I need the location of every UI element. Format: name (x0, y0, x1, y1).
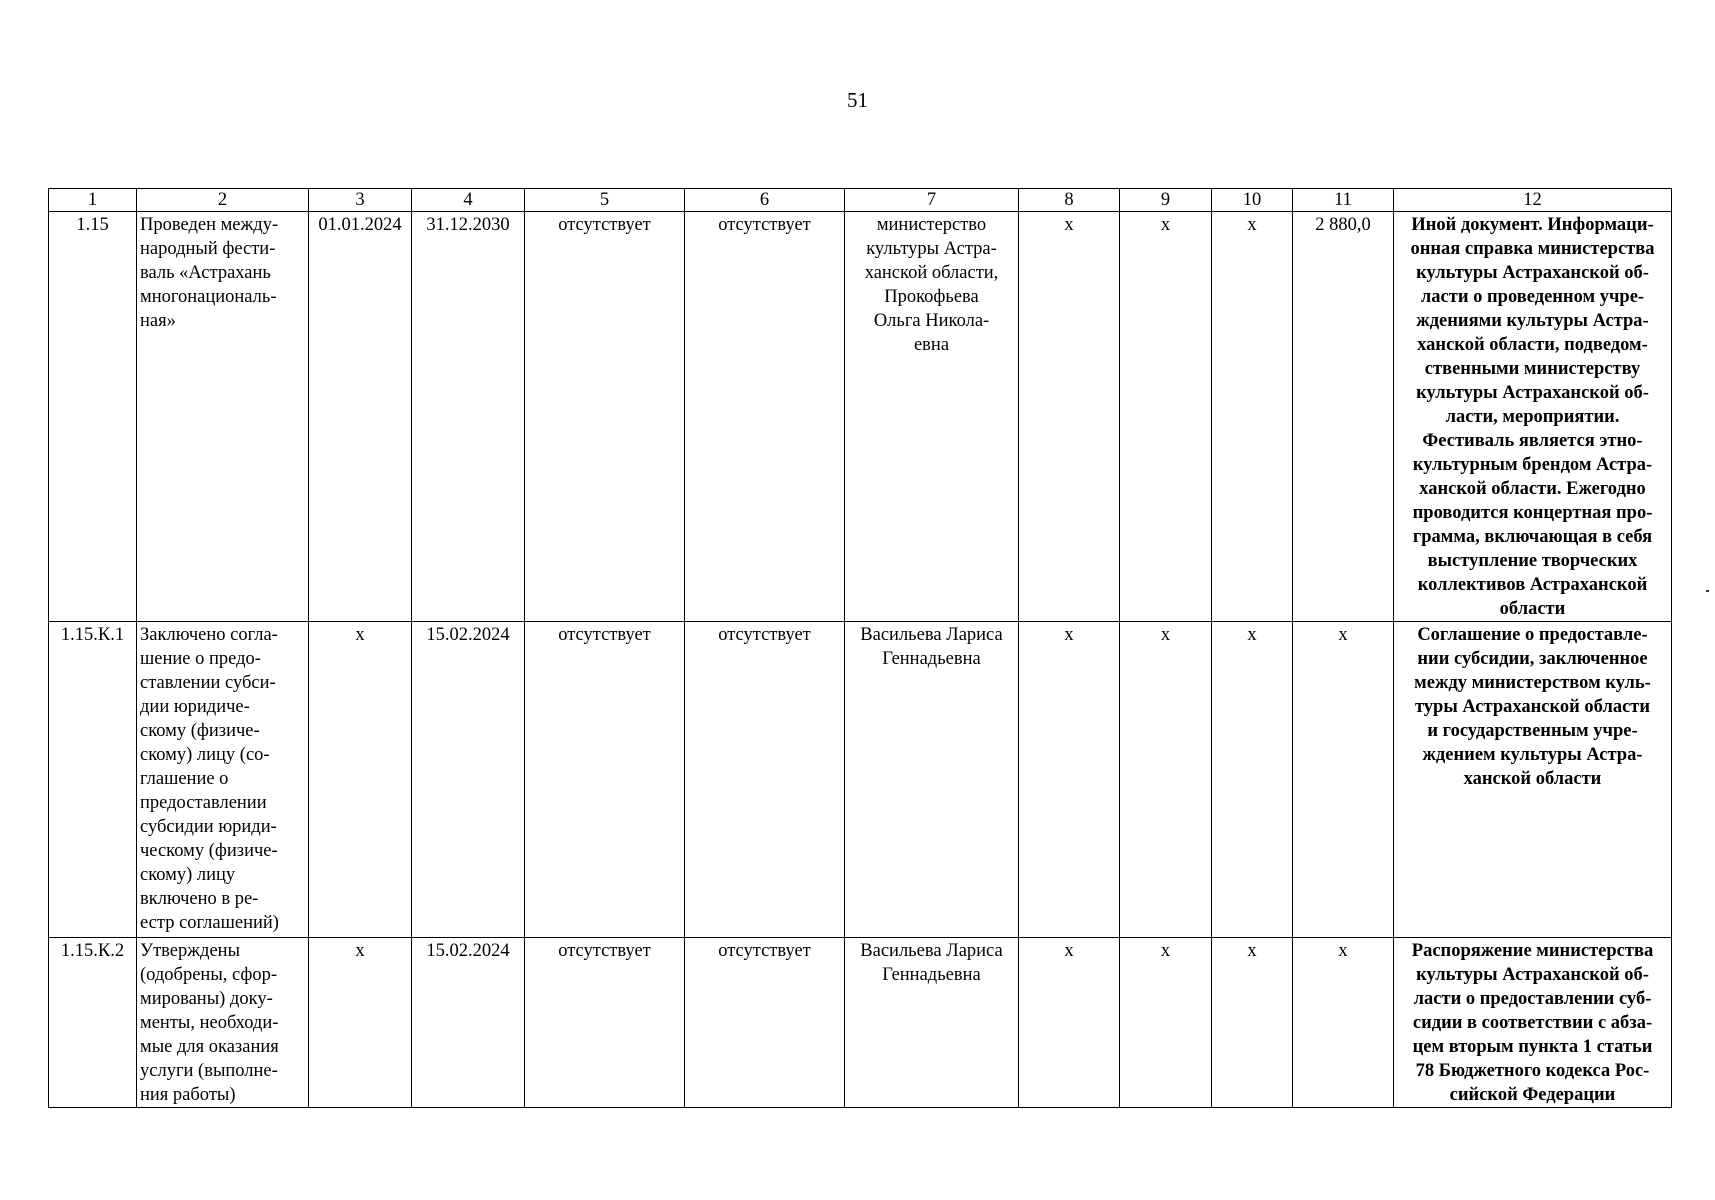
column-5-cell: отсутствует (525, 938, 685, 1108)
column-6-cell: отсутствует (685, 938, 845, 1108)
column-9-cell: х (1120, 938, 1212, 1108)
header-cell-1: 1 (49, 189, 137, 212)
header-cell-7: 7 (845, 189, 1019, 212)
table-row (49, 622, 1672, 938)
responsible-cell: Васильева Лариса Геннадьевна (845, 938, 1019, 1108)
start-date-cell: х (309, 622, 412, 938)
header-cell-10: 10 (1212, 189, 1293, 212)
end-date-cell: 15.02.2024 (412, 622, 525, 938)
responsible-cell: министерство культуры Астра- ханской области, Прокофьева Ольга Никола- евна (845, 212, 1019, 622)
column-10-cell: х (1212, 938, 1293, 1108)
column-8-cell: х (1019, 212, 1120, 622)
start-date-cell: х (309, 938, 412, 1108)
row-number-cell: 1.15.К.2 (49, 938, 137, 1108)
column-10-cell: х (1212, 622, 1293, 938)
funding-cell: 2 880,0 (1293, 212, 1394, 622)
column-5-cell: отсутствует (525, 622, 685, 938)
column-5-cell: отсутствует (525, 212, 685, 622)
column-9-cell: х (1120, 622, 1212, 938)
scan-artifact (1706, 590, 1709, 592)
header-cell-4: 4 (412, 189, 525, 212)
funding-cell: х (1293, 622, 1394, 938)
column-8-cell: х (1019, 938, 1120, 1108)
page-number: 51 (847, 88, 868, 112)
column-6-cell: отсутствует (685, 212, 845, 622)
end-date-cell: 31.12.2030 (412, 212, 525, 622)
document-cell: Распоряжение министерства культуры Астраханской об- ласти о предоставлении суб- сидии в соответствии с абза- цем вторым пункта 1 статьи 78 Бюджетного кодекса Рос- сийской Федерации (1394, 938, 1672, 1108)
header-cell-5: 5 (525, 189, 685, 212)
column-10-cell: х (1212, 212, 1293, 622)
header-cell-3: 3 (309, 189, 412, 212)
table-row (49, 938, 1672, 1108)
table-row (49, 212, 1672, 622)
activities-table (48, 188, 1672, 1108)
table-header-row (49, 189, 1672, 212)
column-8-cell: х (1019, 622, 1120, 938)
column-9-cell: х (1120, 212, 1212, 622)
result-name-cell: Заключено согла- шение о предо- ставлении субси- дии юридиче- скому (физиче- скому) лицу (со- глашение о предоставлении субсидии юриди- ческому (физиче- скому) лицу включено в ре- естр соглашений) (137, 622, 309, 938)
header-cell-12: 12 (1394, 189, 1672, 212)
header-cell-6: 6 (685, 189, 845, 212)
header-cell-8: 8 (1019, 189, 1120, 212)
column-6-cell: отсутствует (685, 622, 845, 938)
document-cell: Иной документ. Информаци- онная справка министерства культуры Астраханской об- ласти о проведенном учре- ждениями культуры Астра- ханской области, подведом- ственными министерству культуры Астраханской об- ласти, мероприятии. Фестиваль является этно- культурным брендом Астра- ханской области. Ежегодно проводится концертная про- грамма, включающая в себя выступление творческих коллективов Астраханской области (1394, 212, 1672, 622)
header-cell-2: 2 (137, 189, 309, 212)
header-cell-9: 9 (1120, 189, 1212, 212)
responsible-cell: Васильева Лариса Геннадьевна (845, 622, 1019, 938)
start-date-cell: 01.01.2024 (309, 212, 412, 622)
row-number-cell: 1.15 (49, 212, 137, 622)
header-cell-11: 11 (1293, 189, 1394, 212)
end-date-cell: 15.02.2024 (412, 938, 525, 1108)
result-name-cell: Утверждены (одобрены, сфор- мированы) доку- менты, необходи- мые для оказания услуги (выполне- ния работы) (137, 938, 309, 1108)
funding-cell: х (1293, 938, 1394, 1108)
document-cell: Соглашение о предоставле- нии субсидии, заключенное между министерством куль- туры Астраханской области и государственным учре- ждением культуры Астра- ханской области (1394, 622, 1672, 938)
result-name-cell: Проведен между- народный фести- валь «Астрахань многонациональ- ная» (137, 212, 309, 622)
row-number-cell: 1.15.К.1 (49, 622, 137, 938)
